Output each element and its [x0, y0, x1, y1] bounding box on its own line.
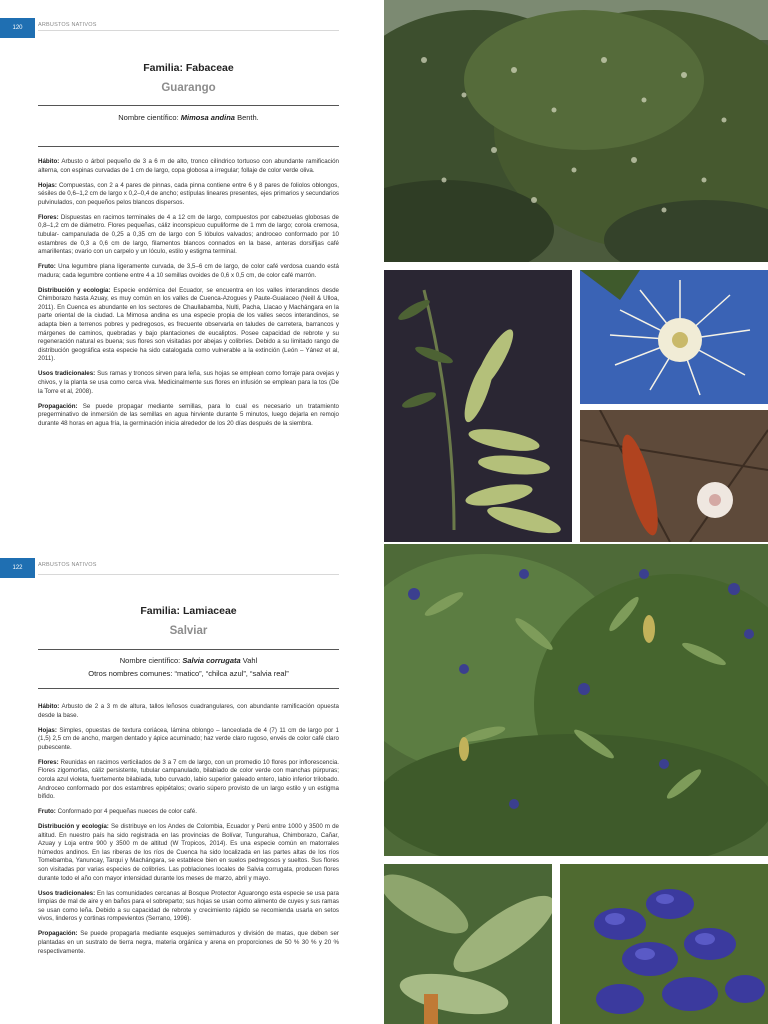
paragraph-habito: Hábito: Arbusto o árbol pequeño de 3 a 6 m de alto, tronco cilíndrico tortuoso con abundante ramificación alterna, con espinas curvadas de 1 cm de largo, copa globosa a irregular; follaje de color verde oliva. [38, 158, 339, 174]
section-label: ARBUSTOS NATIVOS [38, 22, 97, 28]
description-block [38, 158, 339, 435]
paragraph-distribucion: Distribución y ecología: Especie endémica del Ecuador, se encuentra en los valles interandinos desde Chimborazo hasta Azuay, es muy común en los valles de Cuenca-Azogues y Paute-Gualaceo (Neill & Ulloa, 2011). En Cuenca es abundante en los sectores de Chaullabamba, Nulti, Pacha, Llacao y Machángara en la parte oriental de la ciudad. La Mimosa andina es una especie propia de los valles secos interandinos, se adapta bien a terrenos pobres y pedregosos, es frecuente observarla en taludes de carretera, barrancos y márgenes de caminos, quebradas y bajo plantaciones de eucaliptos. Posee capacidad de rebrote y su regeneración natural es buena; sus flores son visitadas por abejas y colibríes. Debido a su limitado rango de distribución geográfica esta especie ha sido catalogada como vulnerable a la extinción (León – Yánez et al, 2011). [38, 286, 339, 363]
scientific-name: Mimosa andina [180, 113, 235, 122]
divider [38, 688, 339, 689]
description-block [38, 703, 339, 963]
paragraph-habito: Hábito: Arbusto de 2 a 3 m de altura, tallos leñosos cuadrangulares, con abundante ramificación opuesta desde la base. [38, 703, 339, 719]
divider [38, 649, 339, 650]
scientific-name-label: Nombre científico: [118, 113, 179, 122]
page-number-badge [0, 558, 35, 578]
paragraph-usos: Usos tradicionales: En las comunidades cercanas al Bosque Protector Aguarongo esta especie se usa para limpias de mal de aire y en baños para el sobreparto; sus hojas se usan como alimento de cuyes y sus ramas se usan como leña. Debido a su capacidad de rebrote y crecimiento rápido se recomienda usarla en setos vivos, linderos y cortinas rompevientos (Serrano, 1996). [38, 889, 339, 923]
salvia-flower-photo [560, 864, 768, 1024]
section-label: ARBUSTOS NATIVOS [38, 562, 97, 568]
header-rule [38, 574, 339, 575]
paragraph-distribucion: Distribución y ecología: Se distribuye en los Andes de Colombia, Ecuador y Perú entre 1000 y 3500 m de altitud. En nuestro país ha sido registrada en las provincias de Bolívar, Tungurahua, Chimborazo, Cañar, Azuay y Loja entre 900 y 3500 m de altitud (W Tropicos, 2014). Es una especie común en matorrales húmedos andinos. En las riberas de los ríos de Cuenca ha sido localizada en las partes altas de los ríos Tomebamba, Yanuncay, Tarqui y Machángara, se establece bien en suelos pedregosos y sueltos. Sus flores son visitadas por varias especies de colibríes. Las poblaciones locales de Salvia corrugata, producen flores durante todo el año con mayor intensidad durante los meses de marzo, abril y mayo. [38, 823, 339, 882]
scientific-name: Salvia corrugata [182, 656, 241, 665]
other-names-label: Otros nombres comunes: [88, 669, 173, 678]
page-number: 122 [12, 565, 23, 571]
other-names-line [38, 669, 339, 678]
common-name-heading: Salviar [169, 625, 208, 637]
red-pod-photo [580, 410, 768, 542]
header-rule [38, 30, 339, 31]
paragraph-propagacion: Propagación: Se puede propagarla mediante esquejes semimaduros y división de matas, que deben ser plantadas en un sustrato de tierra negra, materia orgánica y arena en proporciones de 50 % 30 % y 20 % respectivamente. [38, 930, 339, 955]
family-heading: Familia: Lamiaceae [140, 605, 237, 617]
scientific-author: Vahl [242, 656, 258, 665]
scientific-name-line [38, 656, 339, 665]
paragraph-fruto: Fruto: Conformado por 4 pequeñas nueces de color café. [38, 808, 197, 816]
paragraph-fruto: Fruto: Una legumbre plana ligeramente curvada, de 3,5–6 cm de largo, de color café verdosa cuando está madura; cada legumbre contiene entre 4 a 10 semillas ovoides de 0,6 x 0,5 cm, de color café marrón. [38, 263, 339, 279]
page-number-badge [0, 18, 35, 38]
scientific-name-label: Nombre científico: [119, 656, 181, 665]
mimosa-flower-photo [580, 270, 768, 404]
common-name-heading: Guarango [161, 82, 216, 94]
divider [38, 146, 339, 147]
other-names: “matico”, “chilca azul”, “salvia real” [174, 669, 289, 678]
seed-pods-photo [384, 270, 572, 542]
scientific-author: Benth. [237, 113, 259, 122]
paragraph-hojas: Hojas: Simples, opuestas de textura coriácea, lámina oblongo – lanceolada de 4 (7) 11 cm de largo por 1 (1,5) 2,5 cm de ancho, margen dentado y ápice acuminado; haz verde claro rugoso, envés de color café claro pubescente. [38, 726, 339, 751]
paragraph-hojas: Hojas: Compuestas, con 2 a 4 pares de pinnas, cada pinna contiene entre 6 y 8 pares de foliolos oblongos, sésiles de 0,6–1,2 cm de largo x 0,2–0,4 de ancho; estípulas lineares presentes, ejes primarios y secundarios pulvinulados, con pequeños pelos blancos dispersos. [38, 181, 339, 206]
salvia-leaf-photo [384, 864, 552, 1024]
divider [38, 105, 339, 106]
shrub-habitat-photo [384, 0, 768, 262]
paragraph-flores: Flores: Reunidas en racimos verticilados de 3 a 7 cm de largo, con un promedio 10 flores por inflorescencia. Flores zigomorfas, cáliz persistente, tubular campanulado, bilabiado de color verde con manchas púrpuras; corola azul violeta, fuertemente bilabiada, tubo curvado, labio superior galeado entero, labio inferior trilobado. Androceo conformado por dos estambres epipétalos; ovario súpero provisto de un largo estilo y un estigma bífido. [38, 758, 339, 801]
paragraph-propagacion: Propagación: Se puede propagar mediante semillas, para lo cual es necesario un tratamiento pregerminativo de inmersión de las semillas en agua hirviente durante 5 minutos, luego dejarla en remojo durante 48 horas en agua fría, la germinación inicia alrededor de los 20 días después de la siembra. [38, 402, 339, 427]
paragraph-flores: Flores: Dispuestas en racimos terminales de 4 a 12 cm de largo, compuestos por cabezuelas globosas de 0,8–1,2 cm de diámetro. Flores pequeñas, cáliz inconspicuo cupuliforme de 1 mm de largo; corola cremosa, tubular- campanulada de 0,25 a 0,35 cm de largo con 5 lóbulos valvados; androceo conformado por 10 estambres de 0,3 a 0,6 cm de largo, filamentos blancos connados en la base, anteras dorsifijas café amarillentas; ovario con un carpelo y un lóculo, estilo y estigma terminal. [38, 213, 339, 256]
paragraph-usos: Usos tradicionales: Sus ramas y troncos sirven para leña, sus hojas se emplean como forraje para ovejas y chivos, y la planta se usa como cerca viva. Medicinalmente sus flores en infusión se emplean para la tos (De la Torre et al, 2008). [38, 370, 339, 395]
page-number: 120 [12, 25, 23, 31]
family-heading: Familia: Fabaceae [143, 62, 234, 74]
scientific-name-line [38, 113, 339, 122]
salvia-shrub-photo [384, 544, 768, 856]
